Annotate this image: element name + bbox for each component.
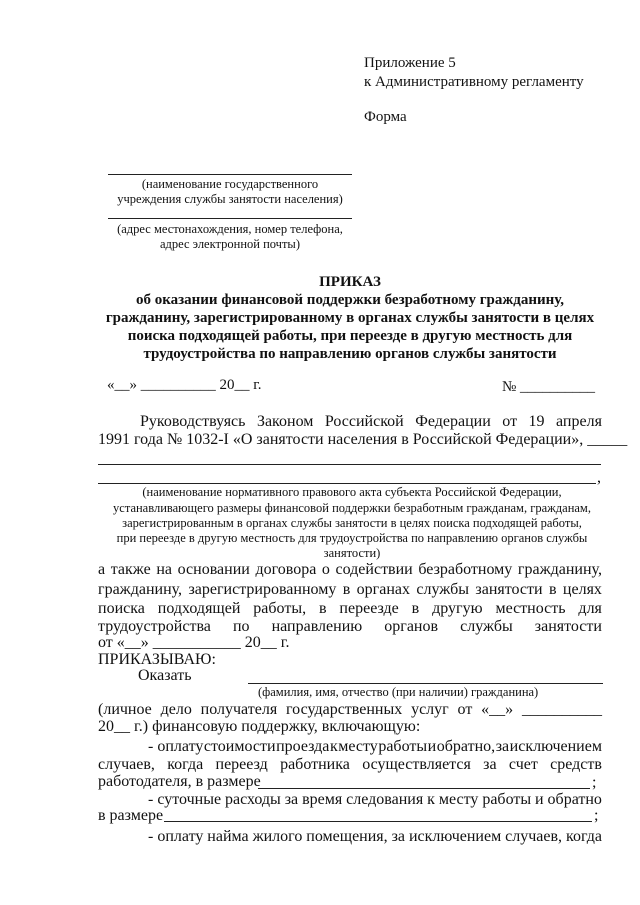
word: работы [482,791,532,808]
act-caption-4: при переезде в другую местность для трудоустройства по направлению органов службы [116,531,588,545]
word: (личное [98,701,152,718]
p2-line-2 [98,580,602,600]
word: зарегистрированному [188,581,337,598]
word: исключением [509,738,602,755]
word: государственных [286,701,403,718]
p2-line-1 [98,560,602,580]
word: обратно [547,791,602,808]
grant-word: Оказать [138,667,192,684]
word: когда [167,756,204,773]
word: в [318,600,327,617]
word: время [302,791,343,808]
item1-line-1 [148,737,602,757]
word: в [411,600,420,617]
word: жилого [252,828,303,845]
act-caption-3: зарегистрированным в органах службы занятости в целях поиска подходящей работы, [122,516,582,530]
word: содействии [335,561,413,578]
word: трудоустройства [98,618,211,635]
word: гражданину, [517,561,602,578]
word: дело [160,701,192,718]
word: подходящей [157,600,241,617]
word: - оплату [148,828,204,845]
word: о [321,561,330,578]
word: основании [177,561,250,578]
word: для [578,600,602,617]
word: органах [356,581,410,598]
item2-amount-line [164,821,592,822]
order-word: ПРИКАЗЫВАЮ: [98,651,216,668]
word: за [391,828,406,845]
word: а [98,561,106,578]
title-line-1: об оказании финансовой поддержки безработному гражданину, [135,292,565,308]
appendix-line-1: Приложение 5 [364,55,456,71]
item2-line-2: в размере [98,807,164,824]
form-label: Форма [364,109,407,125]
word: службы [460,618,513,635]
word: осуществляется [362,756,471,773]
item3-line-1 [148,827,602,847]
p1-comma: , [597,469,601,486]
word: - суточные [148,791,222,808]
word: к [329,738,338,755]
word: переезде [339,600,399,617]
institution-name-line [108,174,352,175]
word: 19 [528,413,545,430]
institution-caption-1: (наименование государственного [141,177,319,191]
word: Руководствуясь [140,413,246,430]
word: от [502,413,518,430]
word: найма [207,828,249,845]
word: на [156,561,173,578]
item2-semicolon: ; [594,807,599,824]
word: за [495,738,510,755]
item1-semicolon: ; [592,774,597,791]
word: гражданину, [98,581,183,598]
word: следования [346,791,424,808]
case-line-2: 20__ г.) финансовую поддержку, включающую: [98,718,421,735]
word: за [483,756,497,773]
word: средств [550,756,602,773]
appendix-line-2: к Административному регламенту [364,74,584,90]
word: месту [338,738,378,755]
p2-contract-date: от «__» ___________ 20__ г. [98,634,290,651]
p1-fill-line-1 [98,464,601,465]
word: целях [562,581,602,598]
document-title: ПРИКАЗ [319,274,381,290]
act-caption-2: устанавливающего размеры финансовой поддержки безработным гражданам, гражданам, [113,501,591,515]
item1-amount-line [258,788,590,789]
act-caption-1: (наименование нормативного правового акта субъекта Российской Федерации, [142,485,562,499]
word: помещения, [306,828,388,845]
word: Федерации [415,413,491,430]
word: от [457,701,473,718]
p2-line-3 [98,599,602,619]
word: счет [508,756,538,773]
word: случаев, [98,756,155,773]
word: также [110,561,151,578]
word: месту [438,791,479,808]
word: службы [416,581,469,598]
word: Российской [324,413,404,430]
order-date: «__» __________ 20__ г. [107,377,262,393]
word: обратно, [436,738,496,755]
address-caption-1: (адрес местонахождения, номер телефона, [117,222,343,236]
word: и [535,791,544,808]
word: занятости [534,618,602,635]
address-caption-2: адрес электронной почты) [159,237,300,251]
word: проезда [276,738,330,755]
p1-line-2: 1991 года № 1032-I «О занятости населения в Российской Федерации», _____ [98,431,628,448]
p1-fill-line-2 [98,483,596,484]
word: когда [565,828,602,845]
word: по [232,618,250,635]
word: работы, [253,600,307,617]
word: «__» [481,701,514,718]
word: переезд [215,756,268,773]
act-caption-5: занятости) [323,546,381,560]
institution-caption-2: учреждения службы занятости населения) [117,192,343,206]
order-number: № __________ [502,379,596,395]
word: работника [280,756,350,773]
fio-line [248,683,603,684]
item2-line-1 [148,790,602,810]
title-line-4: трудоустройства по направлению органов службы занятости [143,346,557,362]
word: Законом [256,413,314,430]
word: расходы [224,791,281,808]
word: услуг [411,701,449,718]
word: исключением [408,828,502,845]
word: договора [255,561,317,578]
word: стоимости [203,738,276,755]
word: другую [432,600,483,617]
word: __________ [521,701,602,718]
word: в [342,581,351,598]
word: и [427,738,437,755]
word: безработному [418,561,513,578]
word: поиска [98,600,145,617]
word: занятости [475,581,543,598]
word: случаев, [505,828,563,845]
word: апреля [556,413,602,430]
word: - оплату [148,738,204,755]
word: получателя [200,701,278,718]
p1-line-1 [140,412,602,432]
title-line-2: гражданину, зарегистрированному в органах службы занятости в целях [105,310,595,326]
title-line-3: поиска подходящей работы, при переезде в другую местность для [127,328,573,344]
word: в [548,581,557,598]
fio-caption: (фамилия, имя, отчество (при наличии) гражданина) [258,685,539,699]
word: работы [378,738,428,755]
word: направлению [271,618,363,635]
word: за [284,791,299,808]
word: местность [495,600,566,617]
word: органов [384,618,439,635]
item1-line-3: работодателя, в размере [98,773,261,790]
address-line [108,218,352,219]
word: к [427,791,435,808]
